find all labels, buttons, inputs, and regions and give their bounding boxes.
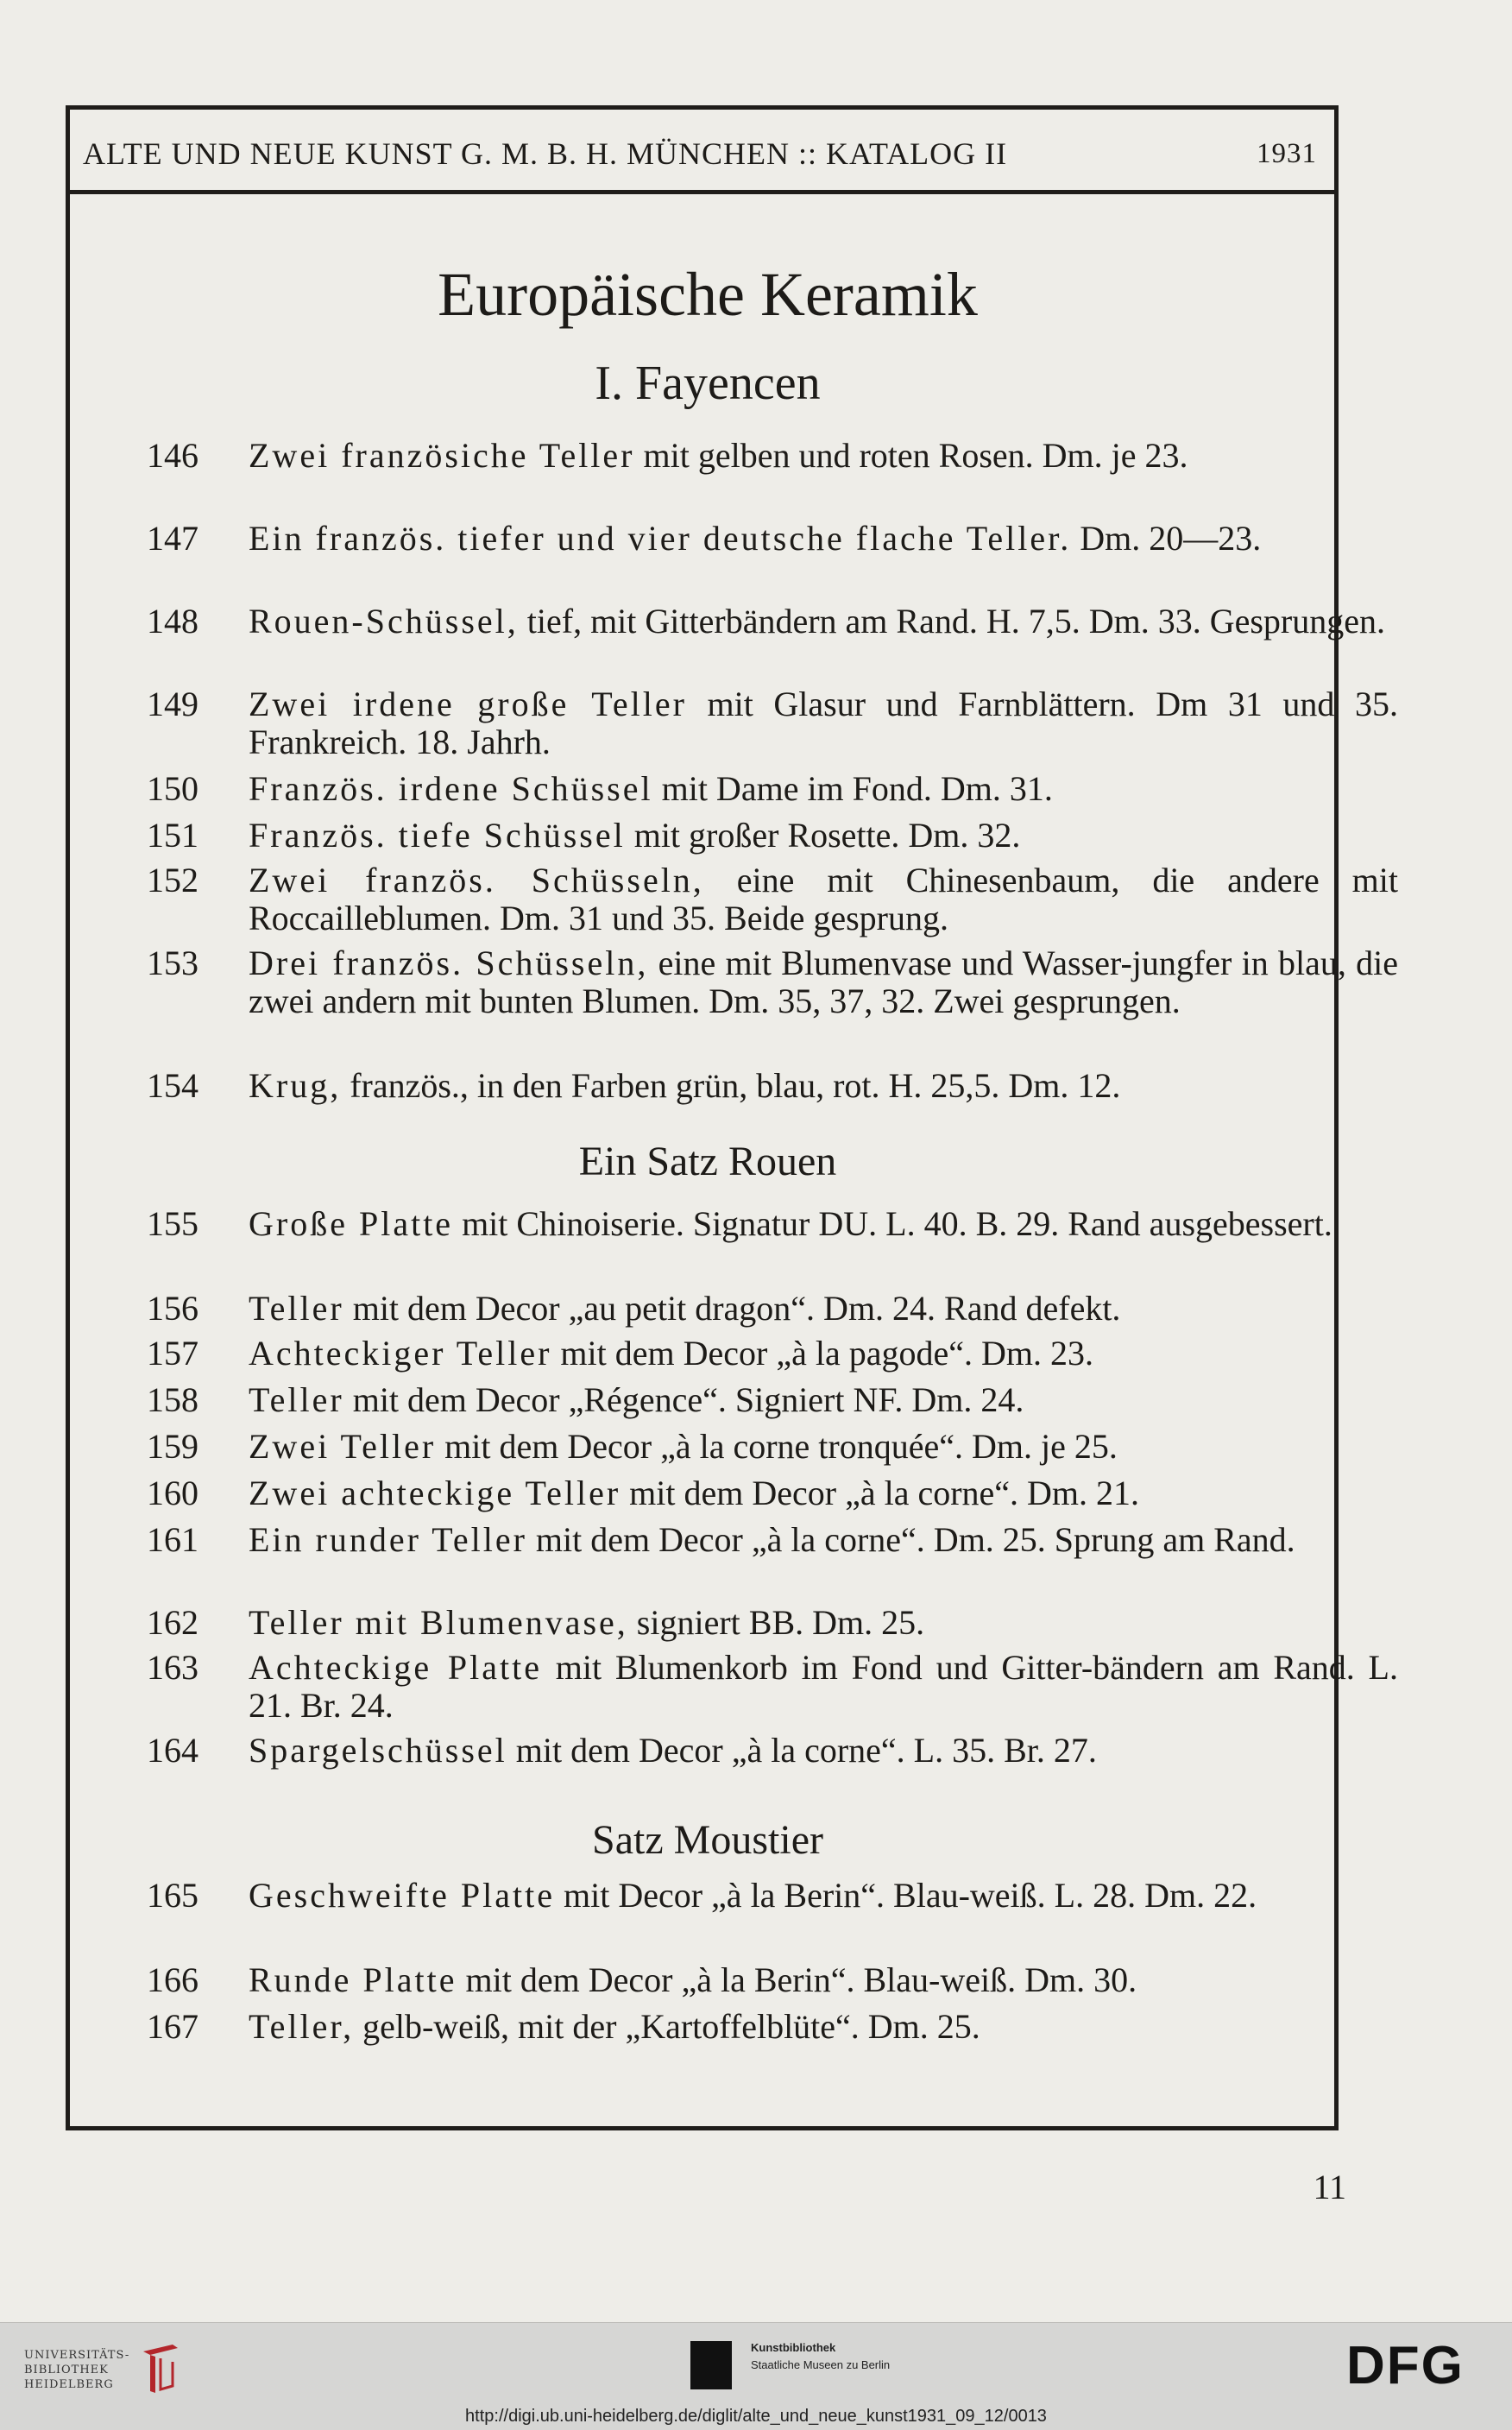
section-title-rouen: Ein Satz Rouen bbox=[578, 1139, 837, 1184]
entry-text bbox=[249, 1428, 1398, 1466]
entry-number: 163 bbox=[147, 1648, 198, 1687]
entry-number: 158 bbox=[147, 1380, 198, 1419]
entry-number: 154 bbox=[147, 1066, 198, 1105]
entry-number: 149 bbox=[147, 685, 198, 723]
entry-desc: eine mit Blumenvase und Wasser-jungfer in blau, die zwei andern mit bunten Blumen. Dm. 35, 37, 32. Zwei gesprungen. bbox=[249, 944, 1398, 1020]
entry-text bbox=[249, 1474, 1398, 1512]
entry-number: 157 bbox=[147, 1334, 198, 1373]
entry-lead: Zwei Teller bbox=[249, 1427, 437, 1466]
entry-number: 155 bbox=[147, 1204, 198, 1243]
entry-number: 161 bbox=[147, 1520, 198, 1559]
entry-lead: Geschweifte Platte bbox=[249, 1876, 555, 1915]
entry-desc: eine mit Chinesenbaum, die andere mit Roccailleblumen. Dm. 31 und 35. Beide gesprung. bbox=[249, 861, 1399, 937]
dfg-logo[interactable]: DFG bbox=[1346, 2336, 1465, 2395]
entry-text bbox=[249, 944, 1398, 1020]
entry-number: 167 bbox=[147, 2007, 198, 2046]
uni-label-line: UNIVERSITÄTS- bbox=[24, 2349, 130, 2362]
entry-text bbox=[249, 862, 1398, 937]
entry-text bbox=[249, 1877, 1398, 1915]
kunstbibliothek-logo-icon[interactable] bbox=[690, 2341, 732, 2389]
entry-text bbox=[249, 603, 1398, 641]
entry-text bbox=[249, 2008, 1398, 2046]
entry-text bbox=[249, 1961, 1398, 1999]
header-text: ALTE UND NEUE KUNST G. M. B. H. MÜNCHEN :: KATALOG II bbox=[83, 136, 1008, 171]
entry-desc: mit dem Decor „à la pagode“. Dm. 23. bbox=[551, 1334, 1093, 1373]
entry-lead: Teller bbox=[249, 1380, 344, 1419]
entry-text bbox=[249, 1732, 1398, 1770]
entry-desc: mit dem Decor „Régence“. Signiert NF. Dm. 24. bbox=[343, 1380, 1024, 1419]
entry-lead: Französ. tiefe Schüssel bbox=[249, 816, 626, 855]
page-subtitle: I. Fayencen bbox=[595, 357, 821, 410]
entry-text bbox=[249, 520, 1398, 558]
entry-text bbox=[249, 1335, 1398, 1373]
entry-lead: Zwei achteckige Teller bbox=[249, 1474, 621, 1512]
entry-lead: Zwei irdene große Teller bbox=[249, 685, 687, 723]
entry-lead: Ein runder Teller bbox=[249, 1520, 527, 1559]
page-title: Europäische Keramik bbox=[438, 260, 978, 329]
section-title-moustier: Satz Moustier bbox=[592, 1817, 823, 1863]
entry-desc: gelb-weiß, mit der „Kartoffelblüte“. Dm. 25. bbox=[354, 2007, 980, 2046]
entry-desc: signiert BB. Dm. 25. bbox=[627, 1603, 925, 1642]
page-number: 11 bbox=[1313, 2168, 1346, 2206]
entry-number: 162 bbox=[147, 1603, 198, 1642]
entry-desc: mit Decor „à la Berin“. Blau-weiß. L. 28. Dm. 22. bbox=[555, 1876, 1257, 1915]
uni-label-line: HEIDELBERG bbox=[24, 2378, 114, 2391]
entry-lead: Zwei französiche Teller bbox=[249, 436, 635, 475]
entry-number: 166 bbox=[147, 1960, 198, 1999]
entry-lead: Große Platte bbox=[249, 1204, 454, 1243]
entry-number: 153 bbox=[147, 944, 198, 982]
entry-desc: mit dem Decor „à la Berin“. Blau-weiß. Dm. 30. bbox=[457, 1960, 1137, 1999]
entry-lead: Rouen-Schüssel, bbox=[249, 602, 519, 641]
entry-desc: mit großer Rosette. Dm. 32. bbox=[625, 816, 1021, 855]
entry-lead: Spargelschüssel bbox=[249, 1731, 507, 1770]
entry-text bbox=[249, 1604, 1398, 1642]
entry-number: 152 bbox=[147, 861, 198, 899]
entry-text bbox=[249, 1290, 1398, 1328]
entry-desc: mit dem Decor „à la corne tronquée“. Dm. je 25. bbox=[436, 1427, 1118, 1466]
entry-lead: Krug, bbox=[249, 1066, 342, 1105]
entry-lead: Teller bbox=[249, 1289, 344, 1328]
entry-desc: mit dem Decor „au petit dragon“. Dm. 24. Rand defekt. bbox=[343, 1289, 1121, 1328]
entry-number: 146 bbox=[147, 436, 198, 475]
entry-number: 159 bbox=[147, 1427, 198, 1466]
entry-text bbox=[249, 1381, 1398, 1419]
kunstbibliothek-label[interactable] bbox=[751, 2339, 975, 2374]
entry-desc: mit Glasur und Farnblättern. Dm 31 und 35. Frankreich. 18. Jahrh. bbox=[249, 685, 1398, 761]
entry-number: 150 bbox=[147, 769, 198, 808]
university-library-label[interactable] bbox=[24, 2348, 154, 2392]
entry-lead: Drei französ. Schüsseln, bbox=[249, 944, 649, 982]
entry-text bbox=[249, 1205, 1398, 1243]
entry-text bbox=[249, 1649, 1398, 1725]
kb-subtitle: Staatliche Museen zu Berlin bbox=[751, 2358, 891, 2371]
entry-lead: Runde Platte bbox=[249, 1960, 457, 1999]
entry-lead: Französ. irdene Schüssel bbox=[249, 769, 653, 808]
entry-desc: Dm. 20—23. bbox=[1071, 519, 1262, 558]
entry-number: 164 bbox=[147, 1731, 198, 1770]
entry-text bbox=[249, 437, 1398, 475]
entry-lead: Teller, bbox=[249, 2007, 355, 2046]
entry-number: 148 bbox=[147, 602, 198, 641]
header-rule bbox=[66, 190, 1339, 194]
entry-lead: Teller mit Blumenvase, bbox=[249, 1603, 628, 1642]
entry-number: 151 bbox=[147, 816, 198, 855]
header-year: 1931 bbox=[1257, 137, 1317, 169]
entry-desc: tief, mit Gitterbändern am Rand. H. 7,5. Dm. 33. Gesprungen. bbox=[518, 602, 1386, 641]
entry-desc: mit gelben und roten Rosen. Dm. je 23. bbox=[634, 436, 1188, 475]
heidelberg-logo-icon[interactable] bbox=[138, 2341, 183, 2396]
entry-desc: mit dem Decor „à la corne“. L. 35. Br. 27. bbox=[507, 1731, 1097, 1770]
entry-desc: mit Chinoiserie. Signatur DU. L. 40. B. 29. Rand ausgebessert. bbox=[453, 1204, 1332, 1243]
entry-desc: mit dem Decor „à la corne“. Dm. 21. bbox=[621, 1474, 1140, 1512]
running-header bbox=[83, 131, 1317, 176]
entry-text bbox=[249, 1067, 1398, 1105]
entry-number: 165 bbox=[147, 1876, 198, 1915]
page-url[interactable]: http://digi.ub.uni-heidelberg.de/diglit/alte_und_neue_kunst1931_09_12/0013 bbox=[465, 2407, 1047, 2426]
entry-desc: mit Dame im Fond. Dm. 31. bbox=[652, 769, 1053, 808]
entry-number: 160 bbox=[147, 1474, 198, 1512]
entry-number: 156 bbox=[147, 1289, 198, 1328]
entry-lead: Ein französ. tiefer und vier deutsche flache Teller. bbox=[249, 519, 1072, 558]
entry-text bbox=[249, 770, 1398, 808]
entry-number: 147 bbox=[147, 519, 198, 558]
uni-label-line: BIBLIOTHEK bbox=[24, 2364, 109, 2376]
entry-desc: mit dem Decor „à la corne“. Dm. 25. Sprung am Rand. bbox=[526, 1520, 1295, 1559]
entry-lead: Zwei französ. Schüsseln, bbox=[249, 861, 704, 899]
entry-text bbox=[249, 1521, 1398, 1559]
entry-desc: mit Blumenkorb im Fond und Gitter-bändern am Rand. L. 21. Br. 24. bbox=[249, 1648, 1398, 1725]
entry-lead: Achteckige Platte bbox=[249, 1648, 542, 1687]
entry-text bbox=[249, 817, 1398, 855]
entry-desc: französ., in den Farben grün, blau, rot. H. 25,5. Dm. 12. bbox=[341, 1066, 1121, 1105]
entry-text bbox=[249, 685, 1398, 761]
entry-lead: Achteckiger Teller bbox=[249, 1334, 552, 1373]
kb-name: Kunstbibliothek bbox=[751, 2341, 836, 2354]
